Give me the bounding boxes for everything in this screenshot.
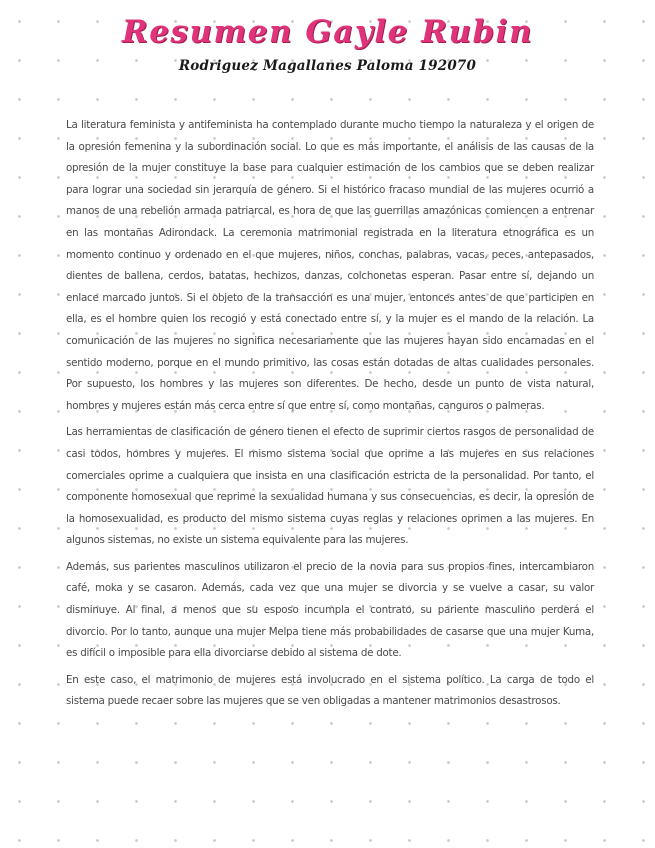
document-title: Resumen Gayle Rubin [122, 14, 533, 50]
paragraph-3: Además, sus parientes masculinos utilizaron el precio de la novia para sus propios fines, intercambiaron café, moka y se casaron. Además, cada vez que una mujer se divorcia y se vuelve a casar, su valor disminuye. Al final, a menos que su esposo incumpla el contrato, su pariente masculino perderá el divorcio. Por lo tanto, aunque una mujer Melpa tiene más probabilidades de casarse que una mujer Kuma, es difícil o imposible para ella divorciarse debido al sistema de dote. [66, 560, 594, 660]
paragraph-1: La literatura feminista y antifeminista ha contemplado durante mucho tiempo la naturaleza y el origen de la opresión femenina y la subordinación social. Lo que es más importante, el análisis de las causas de la opresión de la mujer constituye la base para cualquier estimación de los cambios que se deben realizar para lograr una sociedad sin jerarquía de género. Si el histórico fracaso mundial de las mujeres ocurrió a manos de una rebelión armada patriarcal, es hora de que las guerrillas amazónicas comiencen a entrenar en las montañas Adirondack. La ceremonia matrimonial registrada en la literatura etnográfica es un momento continuo y ordenado en el que mujeres, niños, conchas, palabras, vacas, peces, antepasados, dientes de ballena, cerdos, batatas, hechizos, danzas, colchonetas esperan. Pasar entre sí, dejando un enlace marcado juntos. Si el objeto de la transacción es una mujer, entonces antes de que participen en ella, es el hombre quien los recogió y está conectado entre sí, y la mujer es el mando de la relación. La comunicación de las mujeres no significa necesariamente que las mujeres hayan sido encarnadas en el sentido moderno, porque en el mundo primitivo, las cosas están dotadas de altas cualidades personales. Por supuesto, los hombres y las mujeres son diferentes. De hecho, desde un punto de vista natural, hombres y mujeres están más cerca entre sí que entre sí, como montañas, canguros o palmeras. [66, 119, 594, 412]
summary-body [66, 115, 594, 718]
paragraph-2: Las herramientas de clasificación de género tienen el efecto de suprimir ciertos rasgos de personalidad de casi todos, hombres y mujeres. El mismo sistema social que oprime a las mujeres en sus relaciones comerciales oprime a cualquiera que insista en una clasificación estricta de la personalidad. Por tanto, el componente homosexual que reprime la sexualidad humana y sus consecuencias, es decir, la opresión de la homosexualidad, es producto del mismo sistema cuyas reglas y relaciones oprimen a las mujeres. En algunos sistemas, no existe un sistema equivalente para las mujeres. [66, 426, 594, 547]
paragraph-4: En este caso, el matrimonio de mujeres está involucrado en el sistema político. La carga de todo el sistema puede recaer sobre las mujeres que se ven obligadas a mantener matrimonios desastrosos. [66, 673, 594, 708]
author-line: Rodriguez Magallanes Paloma 192070 [178, 58, 477, 74]
